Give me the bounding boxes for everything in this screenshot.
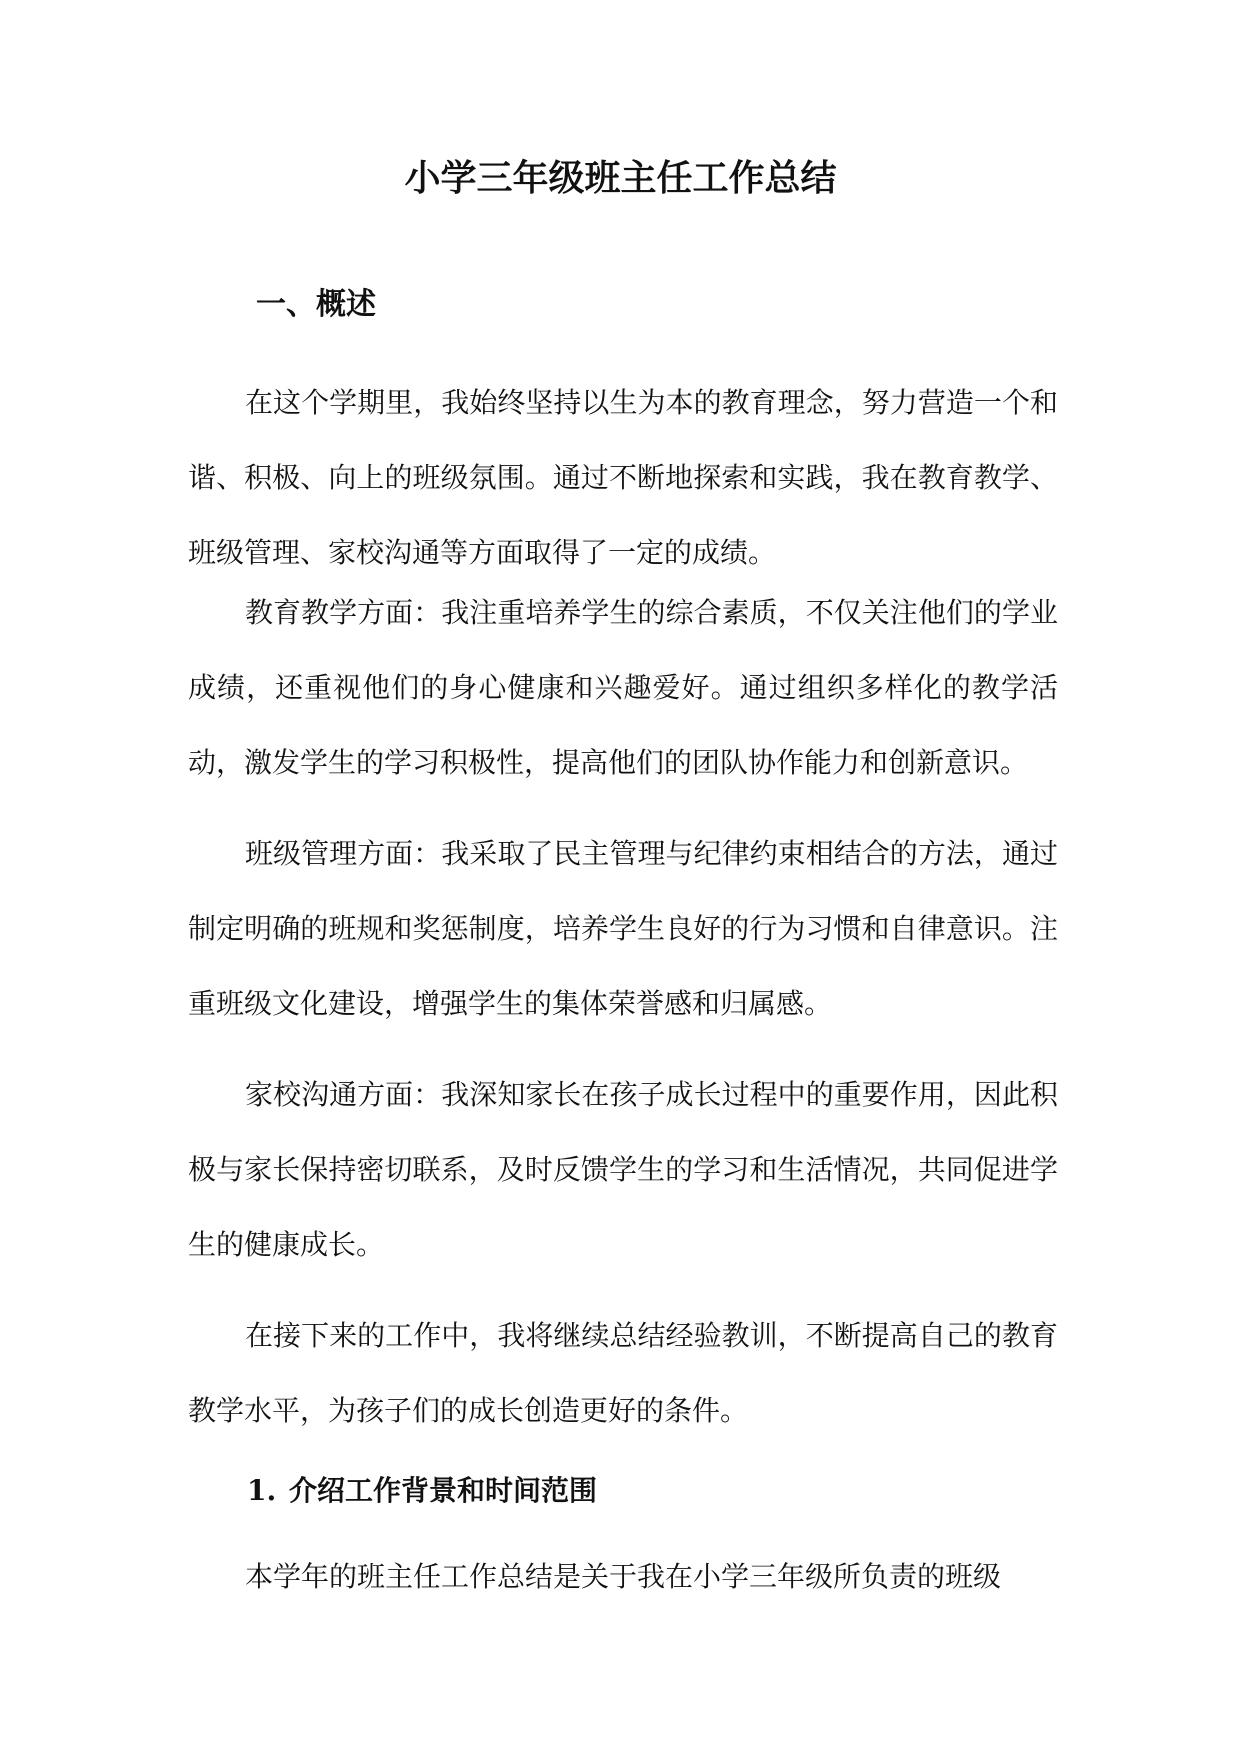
subheading [247, 1470, 597, 1512]
paragraph-teaching: 教育教学方面：我注重培养学生的综合素质，不仅关注他们的学业成绩，还重视他们的身心健康和兴趣爱好。通过组织多样化的教学活动，激发学生的学习积极性，提高他们的团队协作能力和创新意识。 [188, 596, 1058, 779]
document-title: 小学三年级班主任工作总结 [404, 157, 837, 199]
subheading-number: 1. [247, 1474, 277, 1507]
subheading-text: 介绍工作背景和时间范围 [289, 1474, 598, 1507]
paragraph-overview: 在这个学期里，我始终坚持以生为本的教育理念，努力营造一个和谐、积极、向上的班级氛围。通过不断地探索和实践，我在教育教学、班级管理、家校沟通等方面取得了一定的成绩。 [188, 386, 1058, 569]
paragraph-home-school: 家校沟通方面：我深知家长在孩子成长过程中的重要作用，因此积极与家长保持密切联系，及时反馈学生的学习和生活情况，共同促进学生的健康成长。 [188, 1078, 1058, 1261]
paragraph-background: 本学年的班主任工作总结是关于我在小学三年级所负责的班级 [245, 1560, 1002, 1593]
paragraph-class-management: 班级管理方面：我采取了民主管理与纪律约束相结合的方法，通过制定明确的班规和奖惩制度，培养学生良好的行为习惯和自律意识。注重班级文化建设，增强学生的集体荣誉感和归属感。 [188, 837, 1058, 1020]
paragraph-outlook: 在接下来的工作中，我将继续总结经验教训，不断提高自己的教育教学水平，为孩子们的成长创造更好的条件。 [188, 1319, 1058, 1427]
section-heading: 一、概述 [256, 287, 376, 322]
